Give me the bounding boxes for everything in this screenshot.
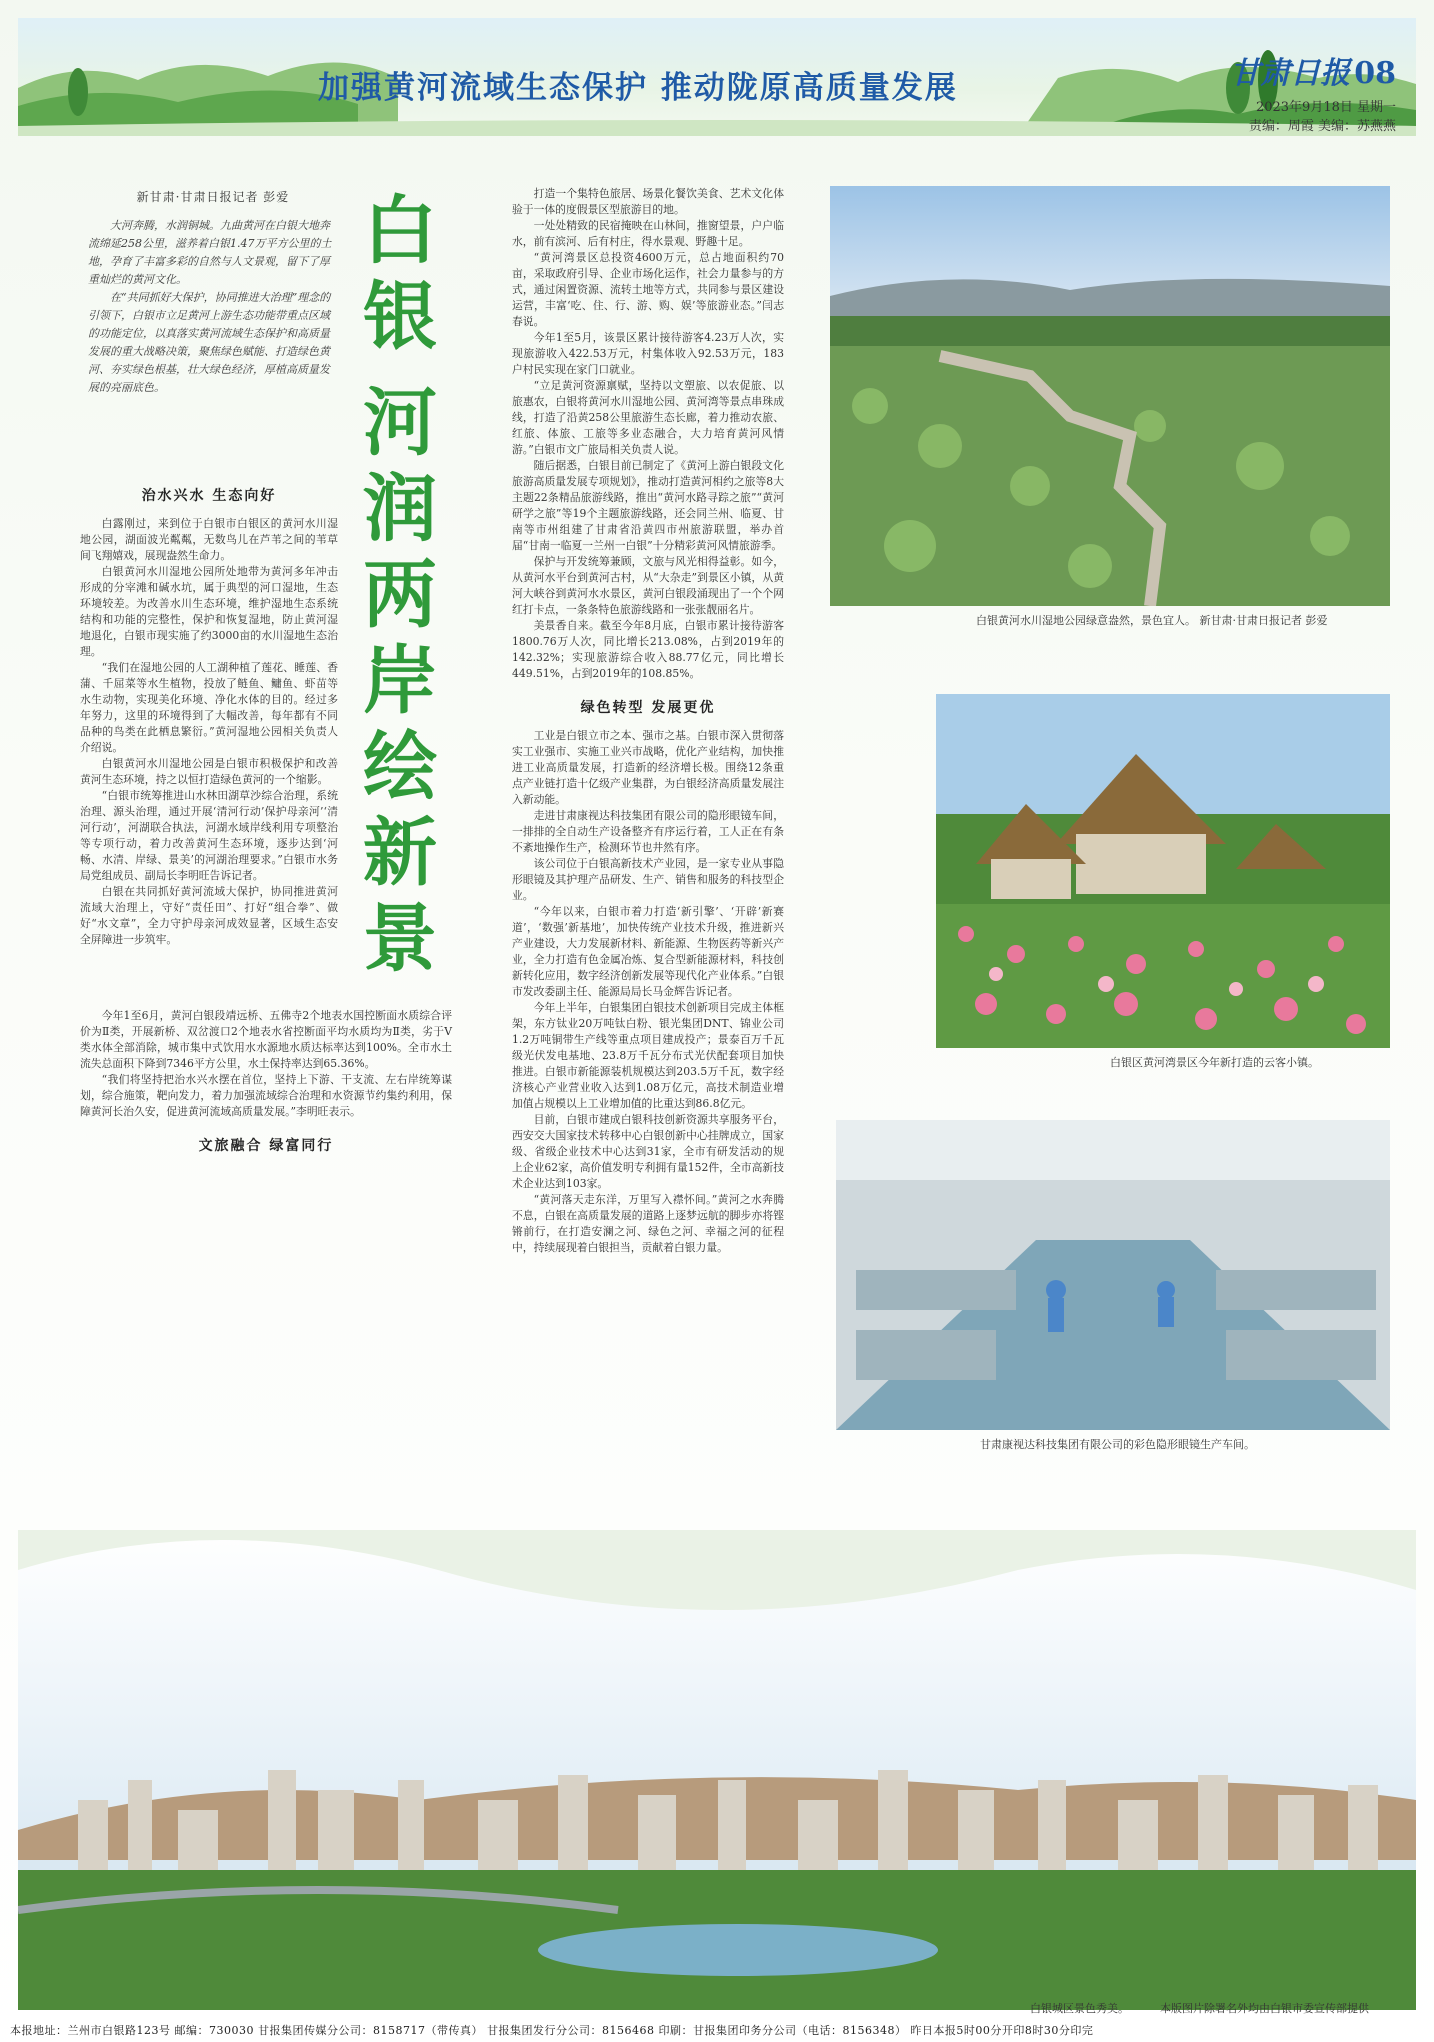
section-heading: 绿色转型 发展更优	[580, 700, 716, 716]
column-2	[512, 186, 784, 1256]
paragraph: 白银黄河水川湿地公园所处地带为黄河多年冲击形成的分宰滩和碱水坑，属于典型的河口湿地，生态环境较差。为改善水川生态环境，维护湿地生态系统结构和功能的完整性，保护和恢复湿地，防止黄河湿地退化，白银市现实施了约3000亩的水川湿地生态治理。	[80, 565, 338, 658]
city-image	[18, 1530, 1416, 2010]
title-char: 润	[363, 466, 437, 552]
photo-caption: 白银黄河水川湿地公园绿意盎然，景色宜人。 新甘肃·甘肃日报记者 彭爱	[976, 614, 1328, 627]
title-char: 景	[363, 896, 437, 982]
photo-caption: 白银区黄河湾景区今年新打造的云客小镇。	[1110, 1056, 1319, 1069]
intro-block	[88, 188, 338, 397]
photo-caption: 甘肃康视达科技集团有限公司的彩色隐形眼镜生产车间。	[980, 1438, 1255, 1451]
byline: 新甘肃·甘肃日报记者 彭爱	[136, 190, 290, 204]
paragraph: “今年以来，白银市着力打造‘新引擎’、‘开辟’新赛道’，‘数强’新基地’，加快传统产业技术升级，推进新兴产业建设，大力发展新材料、新能源、生物医药等新兴产业，全力打造有色金属冶炼、复合型新能源材料，科技创新转化应用，数字经济创新发展等现代化产业体系。”白银市发改委副主任、能源局局长马金辉告诉记者。	[512, 905, 784, 998]
paragraph: 美景香自来。截至今年8月底，白银市累计接待游客1800.76万人次，同比增长213.08%，占到2019年的142.32%；实现旅游综合收入88.77亿元，同比增长449.51%，占到2019年的108.85%。	[512, 619, 784, 680]
title-char: 河	[363, 380, 437, 466]
paragraph: “黄河湾景区总投资4600万元，总占地面积约70亩，采取政府引导、企业市场化运作，社会力量参与的方式，通过闲置资源、流转土地等方式，共同参与景区建设运营，丰富‘吃、住、行、游、购、娱’等旅游业态。”闫志春说。	[512, 251, 784, 328]
factory-workshop-photo	[836, 1120, 1390, 1430]
wetland-image	[830, 186, 1390, 606]
intro-paragraph: 大河奔腾，水润铜城。九曲黄河在白银大地奔流绵延258公里，滋养着白银1.47万平方公里的土地，孕育了丰富多彩的自然与人文景观，留下了厚重灿烂的黄河文化。	[88, 219, 332, 286]
masthead	[1230, 48, 1396, 134]
paragraph: 走进甘肃康视达科技集团有限公司的隐形眼镜车间，一排排的全自动生产设备整齐有序运行着，工人正在有条不紊地操作生产，检测环节也井然有序。	[512, 809, 784, 854]
photo-credit: 本版图片除署名外均由白银市委宣传部提供	[1160, 2002, 1369, 2015]
resort-image	[936, 694, 1390, 1048]
article-title	[352, 188, 448, 982]
paragraph: 一处处精致的民宿掩映在山林间，推窗望景，户户临水，前有滨河、后有村庄，得水景观、野趣十足。	[512, 219, 784, 248]
issue-date: 2023年9月18日 星期一	[1255, 100, 1396, 115]
page-number: 08	[1354, 56, 1396, 91]
paragraph: 工业是白银立市之本、强市之基。白银市深入贯彻落实工业强市、实施工业兴市战略，优化产业结构，加快推进工业高质量发展，打造新的经济增长极。围绕12条重点产业链打造十亿级产业集群，为白银经济高质量发展注入新动能。	[512, 729, 784, 806]
paragraph: 白露刚过，来到位于白银市白银区的黄河水川湿地公园，湖面波光粼粼，无数鸟儿在芦苇之间的苇草间飞翔嬉戏，展现盎然生命力。	[80, 517, 338, 562]
paragraph: “立足黄河资源禀赋，坚持以文塑旅、以农促旅、以旅惠农，白银将黄河水川湿地公园、黄河湾等景点串珠成线，打造了沿黄258公里旅游生态长廊，着力推动农旅、红旅、体旅、工旅等多业态融合，大力培育黄河风情游。”白银市文广旅局相关负责人说。	[512, 379, 784, 456]
page-footer: 本报地址：兰州市白银路123号 邮编：730030 甘报集团传媒分公司：8158717（带传真） 甘报集团发行分公司：8156468 印刷：甘报集团印务分公司（电话：8156348） 昨日本报5时00分开印8时30分印完	[0, 2018, 1434, 2042]
title-char: 两	[363, 552, 437, 638]
paragraph: 随后据悉，白银目前已制定了《黄河上游白银段文化旅游高质量发展专项规划》，推动打造黄河相约之旅等8大主题22条精品旅游线路，推出“黄河水路寻踪之旅”“黄河研学之旅”等19个主题旅游线路，还会同兰州、临夏、甘南等市州组建了甘肃省沿黄四市州旅游联盟，举办首届“甘南一临夏一兰州一白银”十分精彩黄河风情旅游季。	[512, 459, 784, 552]
title-char: 白	[363, 188, 437, 274]
paragraph: “黄河落天走东洋，万里写入襟怀间。”黄河之水奔腾不息，白银在高质量发展的道路上逐梦远航的脚步亦将铿锵前行，在打造安澜之河、绿色之河、幸福之河的征程中，持续展现着白银担当，贡献着白银力量。	[512, 1193, 784, 1254]
paragraph: 保护与开发统筹兼顾，文旅与风光相得益彰。如今，从黄河水平台到黄河古村，从“大杂走”到景区小镇，从黄河大峡谷到黄河水水景区，黄河白银段涌现出了一个个网红打卡点，一条条特色旅游线路和一张张靓丽名片。	[512, 555, 784, 616]
paragraph: “白银市统筹推进山水林田湖草沙综合治理，系统治理、源头治理，通过开展‘清河行动’保护母亲河’‘清河行动’，河湖联合执法，河湖水域岸线利用专项整治等专项行动，着力改善黄河生态环境，逐步达到‘河畅、水清、岸绿、景美’的河湖治理要求。”白银市水务局党组成员、副局长李明旺告诉记者。	[80, 789, 338, 882]
resort-town-photo	[936, 694, 1390, 1048]
page-header	[18, 18, 1416, 136]
intro-paragraph: 在“共同抓好大保护，协同推进大治理”理念的引领下，白银市立足黄河上游生态功能带重点区域的功能定位，以真落实黄河流域生态保护和高质量发展的重大战略决策，聚焦绿色赋能、打造绿色黄河、夯实绿色根基，壮大绿色经济，厚植高质量发展的亮丽底色。	[88, 291, 331, 394]
paragraph: 目前，白银市建成白银科技创新资源共享服务平台，西安交大国家技术转移中心白银创新中心挂牌成立，国家级、省级企业技术中心达到31家，全市有研发活动的规上企业62家，高价值发明专利拥有量152件，全市高新技术企业达到103家。	[512, 1113, 784, 1190]
photo-caption: 白银城区景色秀美。	[1030, 2002, 1129, 2015]
paragraph: 白银在共同抓好黄河流域大保护，协同推进黄河流域大治理上，守好“责任田”、打好“组合拳”、做好“水文章”，全力守护母亲河成效显著，区域生态安全屏障进一步筑牢。	[80, 885, 338, 946]
paragraph: 今年上半年，白银集团白银技术创新项目完成主体框架，东方钛业20万吨钛白粉、银光集团DNT、锦业公司1.2万吨铜带生产线等重点项目建成投产；景泰百万千瓦级光伏发电基地、23.8万千瓦分布式光伏配套项目加快推进。白银市新能源装机规模达到203.5万千瓦，数字经济核心产业营业收入达到1.08万亿元，高技术制造业增加值占规模以上工业增加值的比重达到86.8亿元。	[512, 1001, 784, 1110]
title-char: 绘	[363, 724, 437, 810]
title-char: 新	[363, 810, 437, 896]
editor-credit: 责编：周霞 美编：苏燕燕	[1248, 119, 1396, 134]
section-heading: 治水兴水 生态向好	[141, 488, 277, 504]
paragraph: 今年1至6月，黄河白银段靖远桥、五佛寺2个地表水国控断面水质综合评价为Ⅱ类，开展新桥、双岔渡口2个地表水省控断面平均水质均为Ⅱ类，劣于Ⅴ类水体全部消除，城市集中式饮用水水源地水质达标率达到100%。全市水土流失总面积下降到7346平方公里，水土保持率达到65.36%。	[80, 1009, 452, 1070]
newspaper-logo: 甘肃日报	[1230, 56, 1351, 91]
paragraph: 打造一个集特色旅居、场景化餐饮美食、艺术文化体验于一体的度假景区型旅游目的地。	[512, 187, 784, 216]
section-heading: 文旅融合 绿富同行	[198, 1138, 334, 1154]
column-1	[80, 488, 338, 948]
title-char: 银	[363, 274, 437, 360]
paragraph: 今年1至5月，该景区累计接待游客4.23万人次，实现旅游收入422.53万元，村集体收入92.53万元，183户村民实现在家门口就业。	[512, 331, 784, 376]
paragraph: 该公司位于白银高新技术产业园，是一家专业从事隐形眼镜及其护理产品研发、生产、销售和服务的科技型企业。	[512, 857, 784, 902]
paragraph: “我们将坚持把治水兴水摆在首位，坚持上下游、干支流、左右岸统筹谋划，综合施策，靶向发力，着力加强流域综合治理和水资源节约集约利用，保障黄河长治久安，促进黄河流域高质量发展。”李明旺表示。	[80, 1073, 452, 1118]
page-headline: 加强黄河流域生态保护 推动陇原高质量发展	[318, 70, 958, 106]
column-1-lower	[80, 1008, 452, 1166]
paragraph: “我们在湿地公园的人工湖种植了莲花、睡莲、香蒲、千屈菜等水生植物，投放了鲢鱼、鳙鱼、虾苗等水生动物，实现美化环境、净化水体的目的。经过多年努力，这里的环境得到了大幅改善，每年都有不同品种的鸟类在此栖息繁衍。”黄河湿地公园相关负责人介绍说。	[80, 661, 338, 754]
factory-image	[836, 1120, 1390, 1430]
wetland-park-photo	[830, 186, 1390, 606]
title-char: 岸	[363, 638, 437, 724]
city-panorama-photo	[18, 1530, 1416, 2024]
paragraph: 白银黄河水川湿地公园是白银市积极保护和改善黄河生态环境，持之以恒打造绿色黄河的一个缩影。	[80, 757, 338, 786]
